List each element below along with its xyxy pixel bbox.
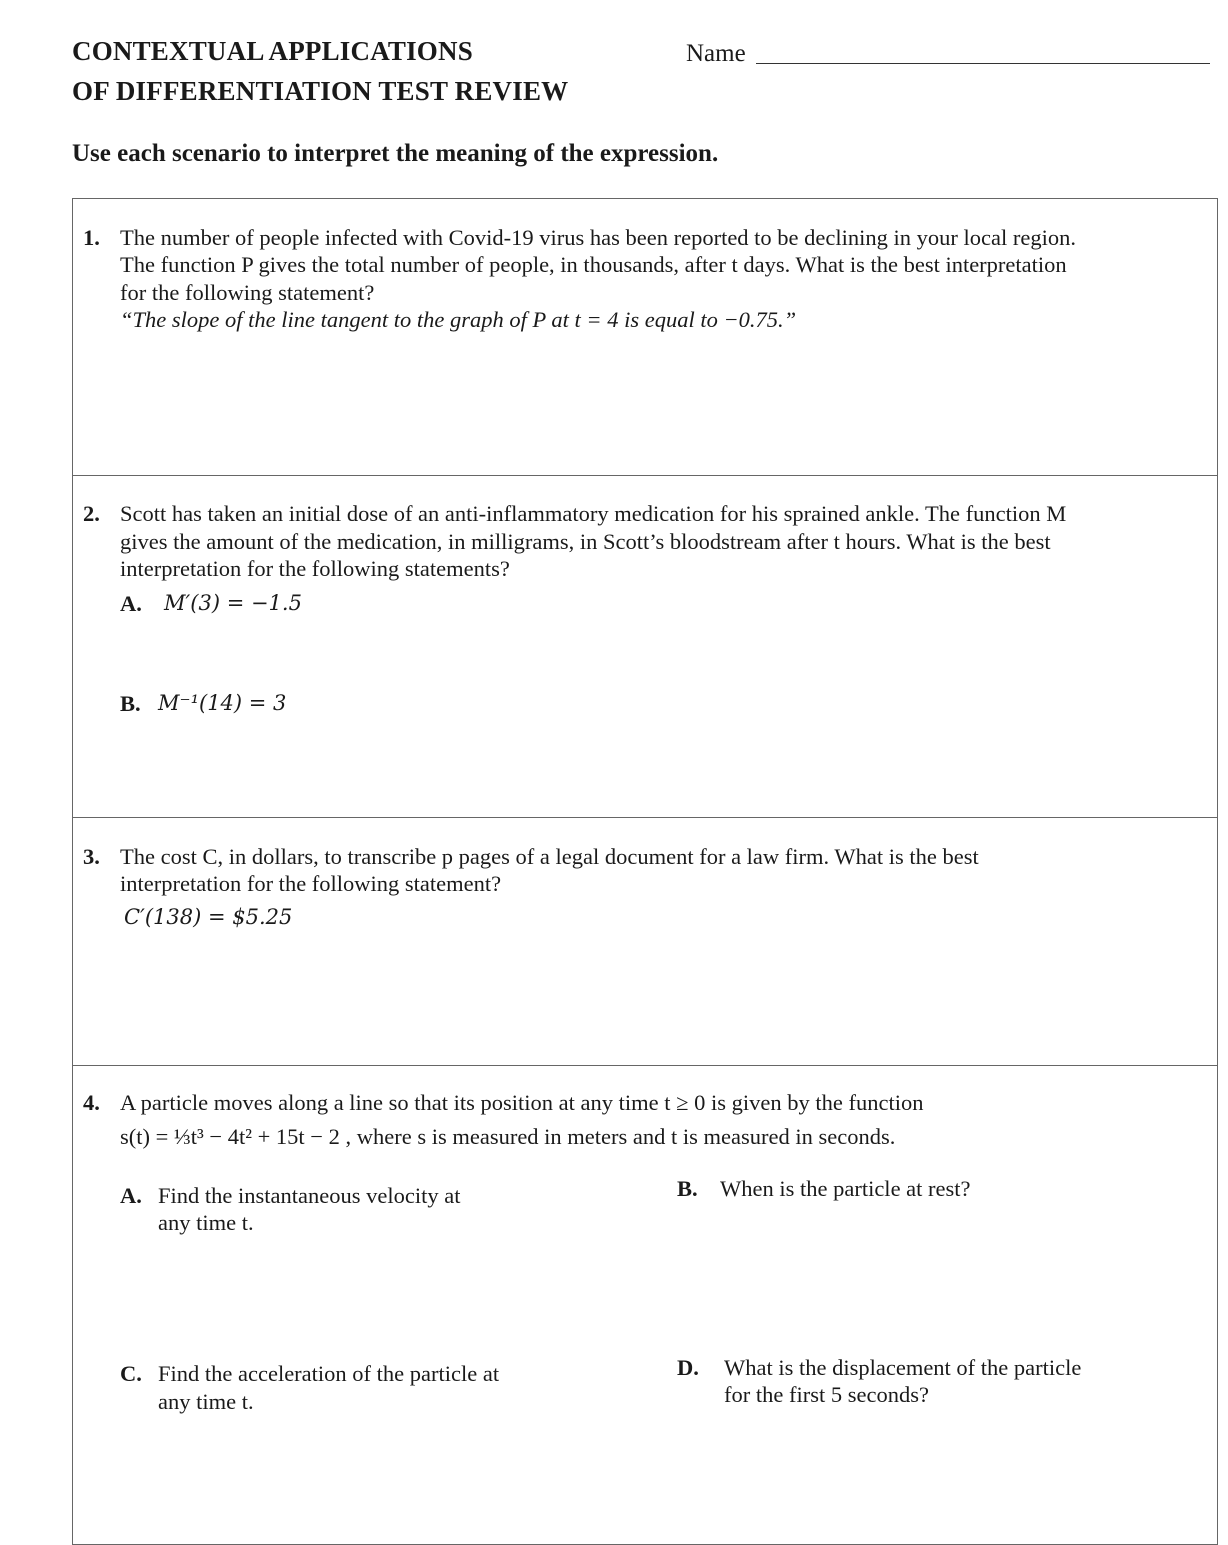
- question-2-line-1: Scott has taken an initial dose of an anti-inflammatory medication for his sprained ankle. The function M: [120, 501, 1067, 526]
- question-4b-label: B.: [677, 1176, 698, 1201]
- question-3-expression: C′(138) = $5.25: [124, 905, 293, 929]
- question-2a-expression: M′(3) = −1.5: [164, 591, 302, 615]
- question-4-line-2: s(t) = ⅓t³ − 4t² + 15t − 2 , where s is measured in meters and t is measured in seconds.: [120, 1124, 896, 1149]
- question-1-number: 1.: [83, 225, 100, 250]
- question-4-line-1: A particle moves along a line so that its position at any time t ≥ 0 is given by the function: [120, 1090, 924, 1115]
- question-2-number: 2.: [83, 501, 100, 526]
- question-4c-label: C.: [120, 1361, 142, 1386]
- question-4d-label: D.: [677, 1355, 699, 1380]
- question-4a-line-2: any time t.: [158, 1210, 254, 1235]
- question-2a-label: A.: [120, 591, 142, 616]
- question-2-line-2: gives the amount of the medication, in milligrams, in Scott’s bloodstream after t hours. What is the best: [120, 529, 1051, 554]
- question-3-number: 3.: [83, 844, 100, 869]
- question-2b-expression: M⁻¹(14) = 3: [158, 691, 287, 715]
- question-4-number: 4.: [83, 1090, 100, 1115]
- question-4c-line-2: any time t.: [158, 1389, 254, 1414]
- question-1-line-2: The function P gives the total number of people, in thousands, after t days. What is the best interpretation: [120, 252, 1067, 277]
- question-1-quote: “The slope of the line tangent to the graph of P at t = 4 is equal to −0.75.”: [120, 307, 797, 332]
- question-3-line-2: interpretation for the following statement?: [120, 871, 502, 896]
- name-label: Name: [686, 40, 746, 67]
- title-line-1: CONTEXTUAL APPLICATIONS: [72, 36, 473, 66]
- question-3-line-1: The cost C, in dollars, to transcribe p pages of a legal document for a law firm. What is the best: [120, 844, 979, 869]
- question-4c-line-1: Find the acceleration of the particle at: [158, 1361, 500, 1386]
- instructions: Use each scenario to interpret the meaning of the expression.: [72, 140, 719, 167]
- question-4b-line-1: When is the particle at rest?: [720, 1176, 971, 1201]
- question-4a-line-1: Find the instantaneous velocity at: [158, 1183, 461, 1208]
- name-field-line[interactable]: [756, 63, 1210, 64]
- question-4d-line-2: for the first 5 seconds?: [724, 1382, 929, 1407]
- question-1-line-1: The number of people infected with Covid-19 virus has been reported to be declining in your local region.: [120, 225, 1076, 250]
- question-4d-line-1: What is the displacement of the particle: [724, 1355, 1082, 1380]
- question-4a-label: A.: [120, 1183, 142, 1208]
- question-1-line-3: for the following statement?: [120, 280, 375, 305]
- title-line-2: OF DIFFERENTIATION TEST REVIEW: [72, 76, 569, 106]
- question-2-line-3: interpretation for the following statements?: [120, 556, 510, 581]
- question-2b-label: B.: [120, 691, 141, 716]
